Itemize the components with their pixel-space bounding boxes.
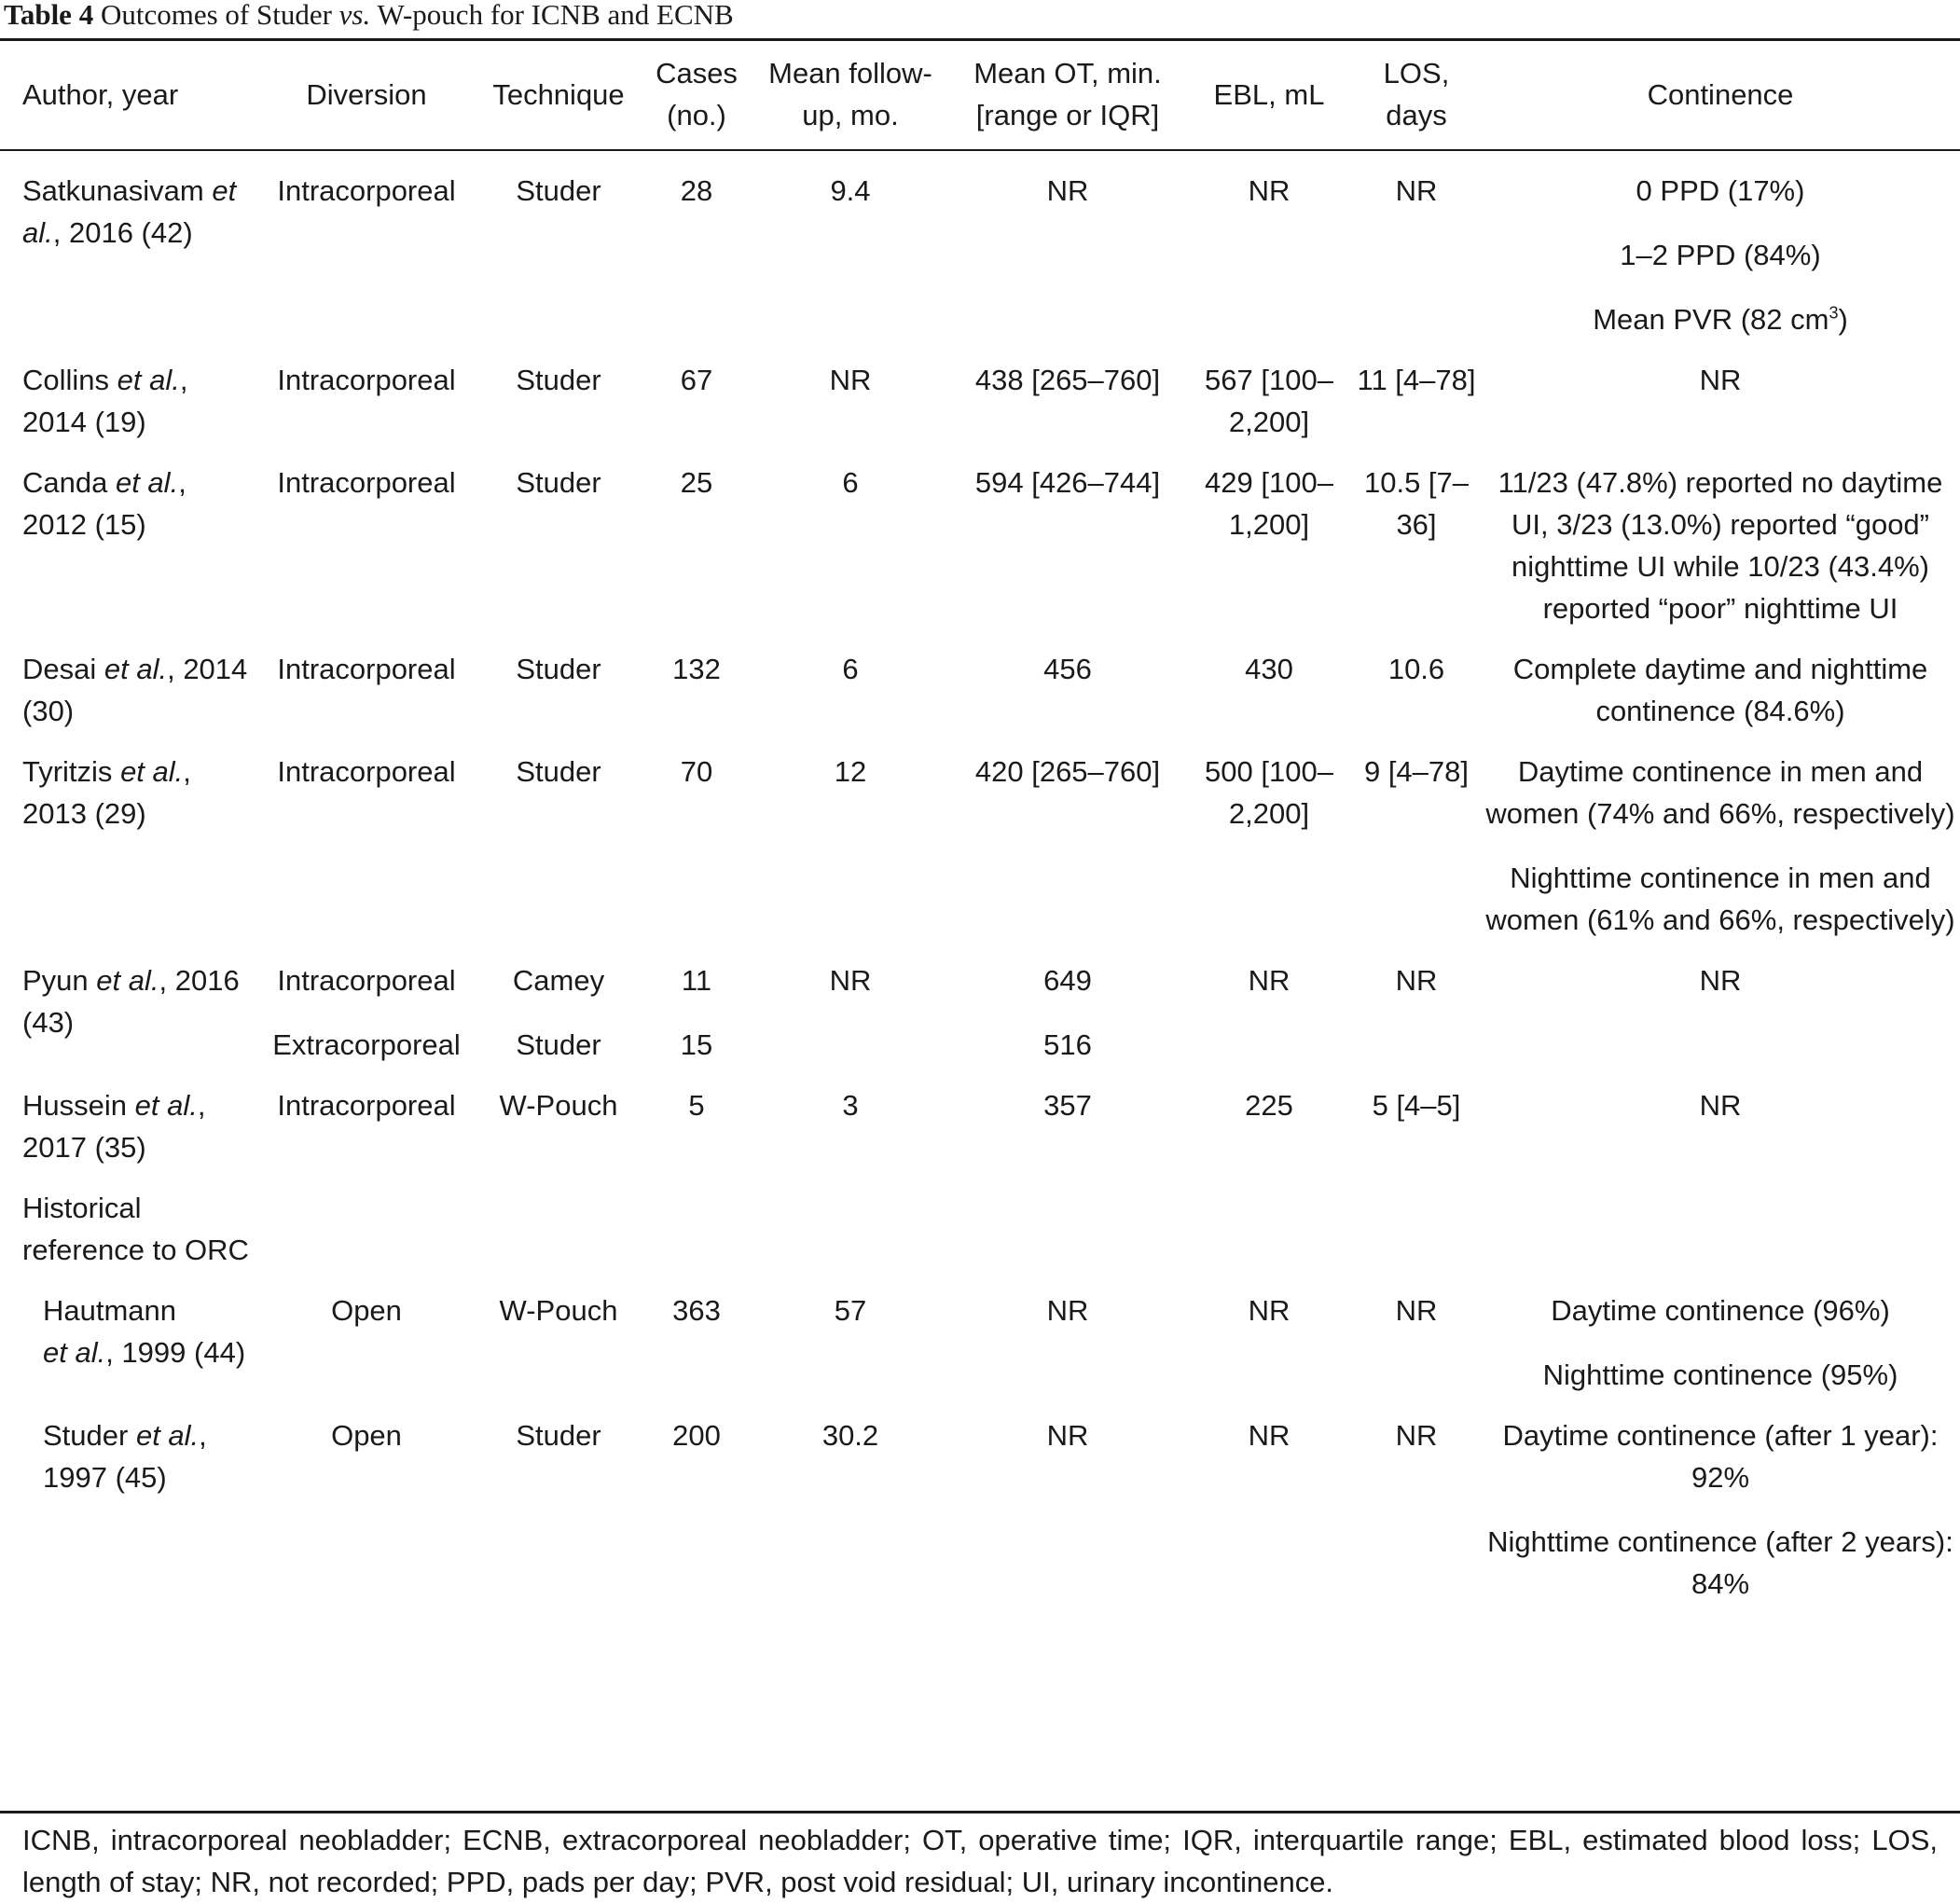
cell-followup: 9.4 [830,174,871,207]
author-etal: et al. [117,364,180,396]
cell-author [0,1271,257,1396]
cell-diversion: Open [331,1419,402,1452]
bottom-rule [0,1811,1960,1813]
table-section-row [0,1168,1960,1271]
header-ebl: EBL, mL [1186,41,1352,150]
cell-ebl: NR [1248,174,1291,207]
cell-diversion: Intracorporeal [277,364,456,396]
header-ot-line1: Mean OT, min. [973,57,1162,90]
cell-diversion: Intracorporeal [277,755,456,788]
header-los-line1: LOS, [1383,57,1450,90]
cell-followup: 3 [842,1089,859,1122]
cell-continence: NR [1699,364,1742,396]
cell-technique: W-Pouch [499,1089,618,1122]
cell-los: NR [1395,1419,1438,1452]
cell-los: NR [1395,1294,1438,1327]
author-name: Canda [22,466,116,499]
cell-author [0,340,257,443]
header-cases-line1: Cases [656,57,738,90]
author-etal: et al. [135,1419,200,1452]
cell-technique: Studer [516,1419,601,1452]
cell-diversion: Extracorporeal [272,1028,461,1061]
cell-cases: 200 [672,1419,721,1452]
header-los-line2: days [1386,99,1447,131]
author-year: , 1999 (44) [105,1336,246,1369]
author-year: , 1997 (45) [43,1419,207,1494]
table-row [0,150,1960,212]
author-name: Pyun [22,964,97,997]
cell-followup: 6 [842,653,859,685]
cell-followup: 12 [834,755,867,788]
cell-ot: 649 [1043,964,1092,997]
author-etal: et al. [134,1089,198,1122]
table-footnote: ICNB, intracorporeal neobladder; ECNB, extracorporeal neobladder; OT, operative time; IQR, interquartile range; EBL, estimated blood loss; LOS, length of stay; NR, not recorded; PPD, pads per day; PVR, post void residual; UI, urinary incontinence. [22,1824,1938,1898]
table-row [0,941,1960,1001]
cell-continence [1481,276,1960,340]
author-year: , 2017 (35) [22,1089,206,1164]
cell-cases: 25 [680,466,713,499]
header-followup-line1: Mean follow- [768,57,932,90]
cell-los: NR [1395,174,1438,207]
cell-followup: 6 [842,466,859,499]
cell-ot: 420 [265–760] [974,755,1161,788]
cell-followup: NR [829,964,872,997]
header-cases [642,41,752,150]
cell-followup: NR [829,364,872,396]
cell-continence: Nighttime continence in men and women (61% and 66%, respectively) [1485,862,1955,936]
caption-title-b: W-pouch for ICNB and ECNB [370,0,734,31]
cell-continence: Nighttime continence (95%) [1542,1358,1898,1391]
cell-continence: Nighttime continence (after 2 years): 84% [1487,1525,1953,1600]
cell-ot: 357 [1043,1089,1092,1122]
section-label-historical: Historical reference to ORC [22,1192,249,1266]
cell-continence: 11/23 (47.8%) reported no daytime UI, 3/23 (13.0%) reported “good” nighttime UI while 10/23 (43.4%) reported “poor” nighttime UI [1498,466,1943,625]
header-cases-line2: (no.) [667,99,726,131]
cell-author [0,1066,257,1168]
caption-title-vs: vs. [338,0,371,31]
table-row [0,1066,1960,1168]
author-year: , 2013 (29) [22,755,191,830]
cell-technique: Studer [516,174,601,207]
author-year: , 2016 (42) [52,216,193,249]
cell-los: 10.6 [1387,653,1445,685]
cell-continence: Complete daytime and nighttime continence (84.6%) [1512,653,1928,727]
table-row [0,1396,1960,1498]
cell-author [0,732,257,941]
header-diversion: Diversion [257,41,476,150]
cell-ot: 594 [426–744] [974,466,1161,499]
cell-cases: 15 [680,1028,713,1061]
header-followup-line2: up, mo. [802,99,899,131]
cell-continence: 0 PPD (17%) [1636,174,1805,207]
header-author: Author, year [0,41,257,150]
cell-diversion: Intracorporeal [277,1089,456,1122]
cell-cases: 5 [688,1089,705,1122]
cell-los: 10.5 [7–36] [1363,466,1470,541]
cell-continence: NR [1699,964,1742,997]
cell-technique: Studer [516,653,601,685]
author-etal: et al. [43,1336,106,1369]
cell-diversion: Intracorporeal [277,964,456,997]
cell-ebl: NR [1248,964,1291,997]
caption-title-a: Outcomes of Studer [100,0,339,31]
outcomes-table [0,41,1960,1605]
table-row [0,340,1960,443]
author-year: , 2012 (15) [22,466,186,541]
cell-ebl: 430 [1245,653,1293,685]
header-row [0,41,1960,150]
table-row [0,629,1960,732]
cell-author [0,629,257,732]
cell-cases: 67 [680,364,713,396]
cell-los: 9 [4–78] [1363,755,1470,788]
header-ot [949,41,1186,150]
table-row [0,732,1960,834]
cont-sup: 3 [1829,303,1839,323]
author-year: , 2016 (43) [22,964,240,1039]
cell-technique: Studer [516,755,601,788]
section-empty [257,1168,1960,1271]
author-etal: et al. [22,174,237,249]
author-name: Hautmann [43,1294,177,1327]
cell-author [0,941,257,1066]
cell-technique: Studer [516,364,601,396]
cell-continence: Daytime continence (after 1 year): 92% [1502,1419,1939,1494]
author-etal: et al. [120,755,184,788]
cell-technique: W-Pouch [499,1294,618,1327]
cell-cases: 70 [680,755,713,788]
cell-los: 11 [4–78] [1357,364,1476,396]
author-name: Hussein [22,1089,135,1122]
cont-text: Mean PVR (82 cm [1593,303,1829,336]
header-followup [752,41,949,150]
cell-followup: 57 [834,1294,867,1327]
author-year: , 2014 (19) [22,364,188,438]
cell-ebl: NR [1248,1294,1291,1327]
cell-ebl: 500 [100–2,200] [1205,755,1333,830]
cell-continence: Daytime continence (96%) [1551,1294,1890,1327]
cell-technique: Studer [516,466,601,499]
cell-diversion: Intracorporeal [277,174,456,207]
author-name: Tyritzis [22,755,121,788]
header-los [1352,41,1481,150]
author-name: Satkunasivam [22,174,204,207]
author-year: , 2014 (30) [22,653,248,727]
cell-ot: NR [1046,1419,1089,1452]
cell-continence: 1–2 PPD (84%) [1620,239,1821,271]
table-row [0,443,1960,629]
author-etal: et al. [104,653,168,685]
author-name: Collins [22,364,117,396]
cell-ebl: NR [1248,1419,1291,1452]
cell-continence: Daytime continence in men and women (74% and 66%, respectively) [1485,755,1955,830]
cell-cases: 132 [672,653,721,685]
table-label: Table 4 [4,0,94,31]
cell-ebl: 567 [100–2,200] [1205,364,1333,438]
author-name: Studer [43,1419,136,1452]
cell-author [0,150,257,340]
cell-ot: 516 [1043,1028,1092,1061]
cell-author [0,443,257,629]
header-ot-line2: [range or IQR] [975,99,1160,131]
author-etal: et al. [96,964,159,997]
cell-los: 5 [4–5] [1372,1089,1461,1122]
cell-technique: Camey [512,964,605,997]
author-etal: et al. [115,466,179,499]
cell-followup: 30.2 [821,1419,879,1452]
cont-end: ) [1838,303,1848,336]
cell-los: NR [1395,964,1438,997]
cell-technique: Studer [516,1028,601,1061]
header-continence: Continence [1481,41,1960,150]
cell-ot: 438 [265–760] [974,364,1161,396]
cell-diversion: Open [331,1294,402,1327]
author-name: Desai [22,653,104,685]
cell-diversion: Intracorporeal [277,653,456,685]
cell-cases: 363 [672,1294,721,1327]
cell-ot: 456 [1043,653,1092,685]
cell-author [0,1396,257,1605]
cell-ot: NR [1046,1294,1089,1327]
header-technique: Technique [476,41,642,150]
table-row [0,1271,1960,1331]
cell-ebl: 225 [1245,1089,1293,1122]
cell-ot: NR [1046,174,1089,207]
cell-ebl: 429 [100–1,200] [1205,466,1333,541]
table-caption [4,0,734,30]
cell-continence: NR [1699,1089,1742,1122]
cell-cases: 11 [681,964,712,997]
cell-diversion: Intracorporeal [277,466,456,499]
cell-cases: 28 [680,174,713,207]
